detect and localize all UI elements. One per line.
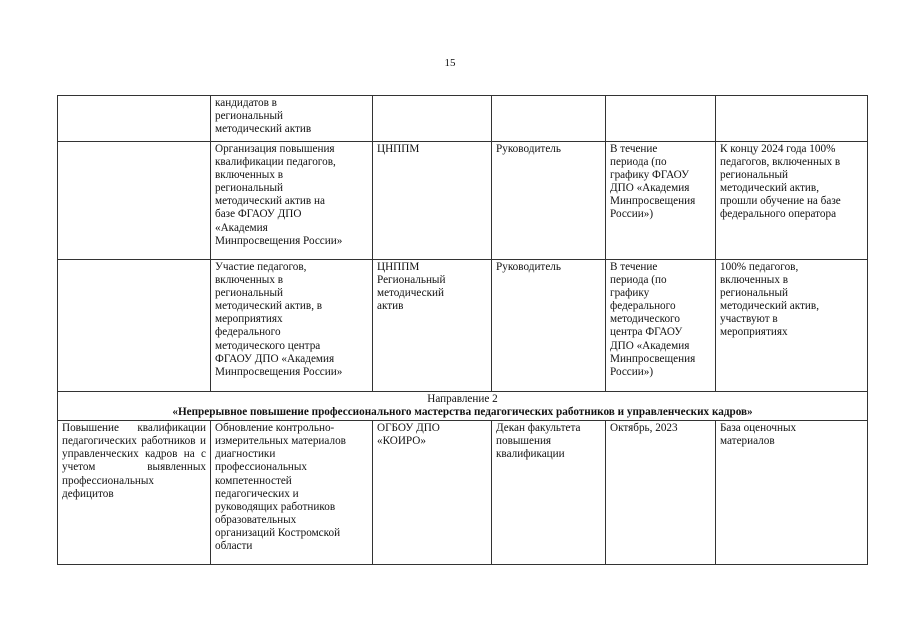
table-row (58, 96, 868, 142)
table-row (58, 142, 868, 260)
table-cell-executor (373, 96, 492, 142)
table-cell-executor: ОГБОУ ДПО «КОИРО» (373, 421, 492, 565)
page-number: 15 (444, 57, 456, 69)
table-cell-responsible: Руководитель (492, 260, 606, 392)
direction-header (58, 392, 868, 421)
table-cell-activity: кандидатов в региональный методический актив (211, 96, 373, 142)
plan-table (57, 95, 868, 565)
table-cell-task: Повышение квалификации педагогических работников и управленческих кадров на с учетом выявленных профессиональных дефицитов (58, 421, 211, 565)
table-cell-task (58, 142, 211, 260)
table-cell-responsible: Декан факультета повышения квалификации (492, 421, 606, 565)
direction-label: Направление 2 (427, 393, 498, 405)
table-cell-deadline: Октябрь, 2023 (606, 421, 716, 565)
table-cell-executor: ЦНППМ (373, 142, 492, 260)
table-row (58, 421, 868, 565)
table-cell-deadline: В течение периода (по графику федерального методического центра ФГАОУ ДПО «Академия Минпросвещения России») (606, 260, 716, 392)
table-cell-deadline: В течение периода (по графику ФГАОУ ДПО «Академия Минпросвещения России») (606, 142, 716, 260)
direction-title: «Непрерывное повышение профессионального мастерства педагогических работников и управленческих кадров» (172, 406, 753, 419)
direction-row (58, 392, 868, 421)
table-cell-result (716, 96, 868, 142)
table-cell-result: 100% педагогов, включенных в региональный методический актив, участвуют в мероприятиях (716, 260, 868, 392)
table-cell-task (58, 260, 211, 392)
table-cell-responsible: Руководитель (492, 142, 606, 260)
table-cell-executor: ЦНППМ Региональный методический актив (373, 260, 492, 392)
table-cell-result: База оценочных материалов (716, 421, 868, 565)
table-cell-responsible (492, 96, 606, 142)
table-cell-result: К концу 2024 года 100% педагогов, включенных в региональный методический актив, прошли обучение на базе федерального оператора (716, 142, 868, 260)
table-cell-deadline (606, 96, 716, 142)
table-cell-activity: Обновление контрольно- измерительных материалов диагностики профессиональных компетенностей педагогических и руководящих работников образовательных организаций Костромской области (211, 421, 373, 565)
table-cell-activity: Участие педагогов, включенных в региональный методический актив, в мероприятиях федерального методического центра ФГАОУ ДПО «Академия Минпросвещения России» (211, 260, 373, 392)
table-cell-task (58, 96, 211, 142)
table-cell-activity: Организация повышения квалификации педагогов, включенных в региональный методический актив на базе ФГАОУ ДПО «Академия Минпросвещения России» (211, 142, 373, 260)
table-row (58, 260, 868, 392)
